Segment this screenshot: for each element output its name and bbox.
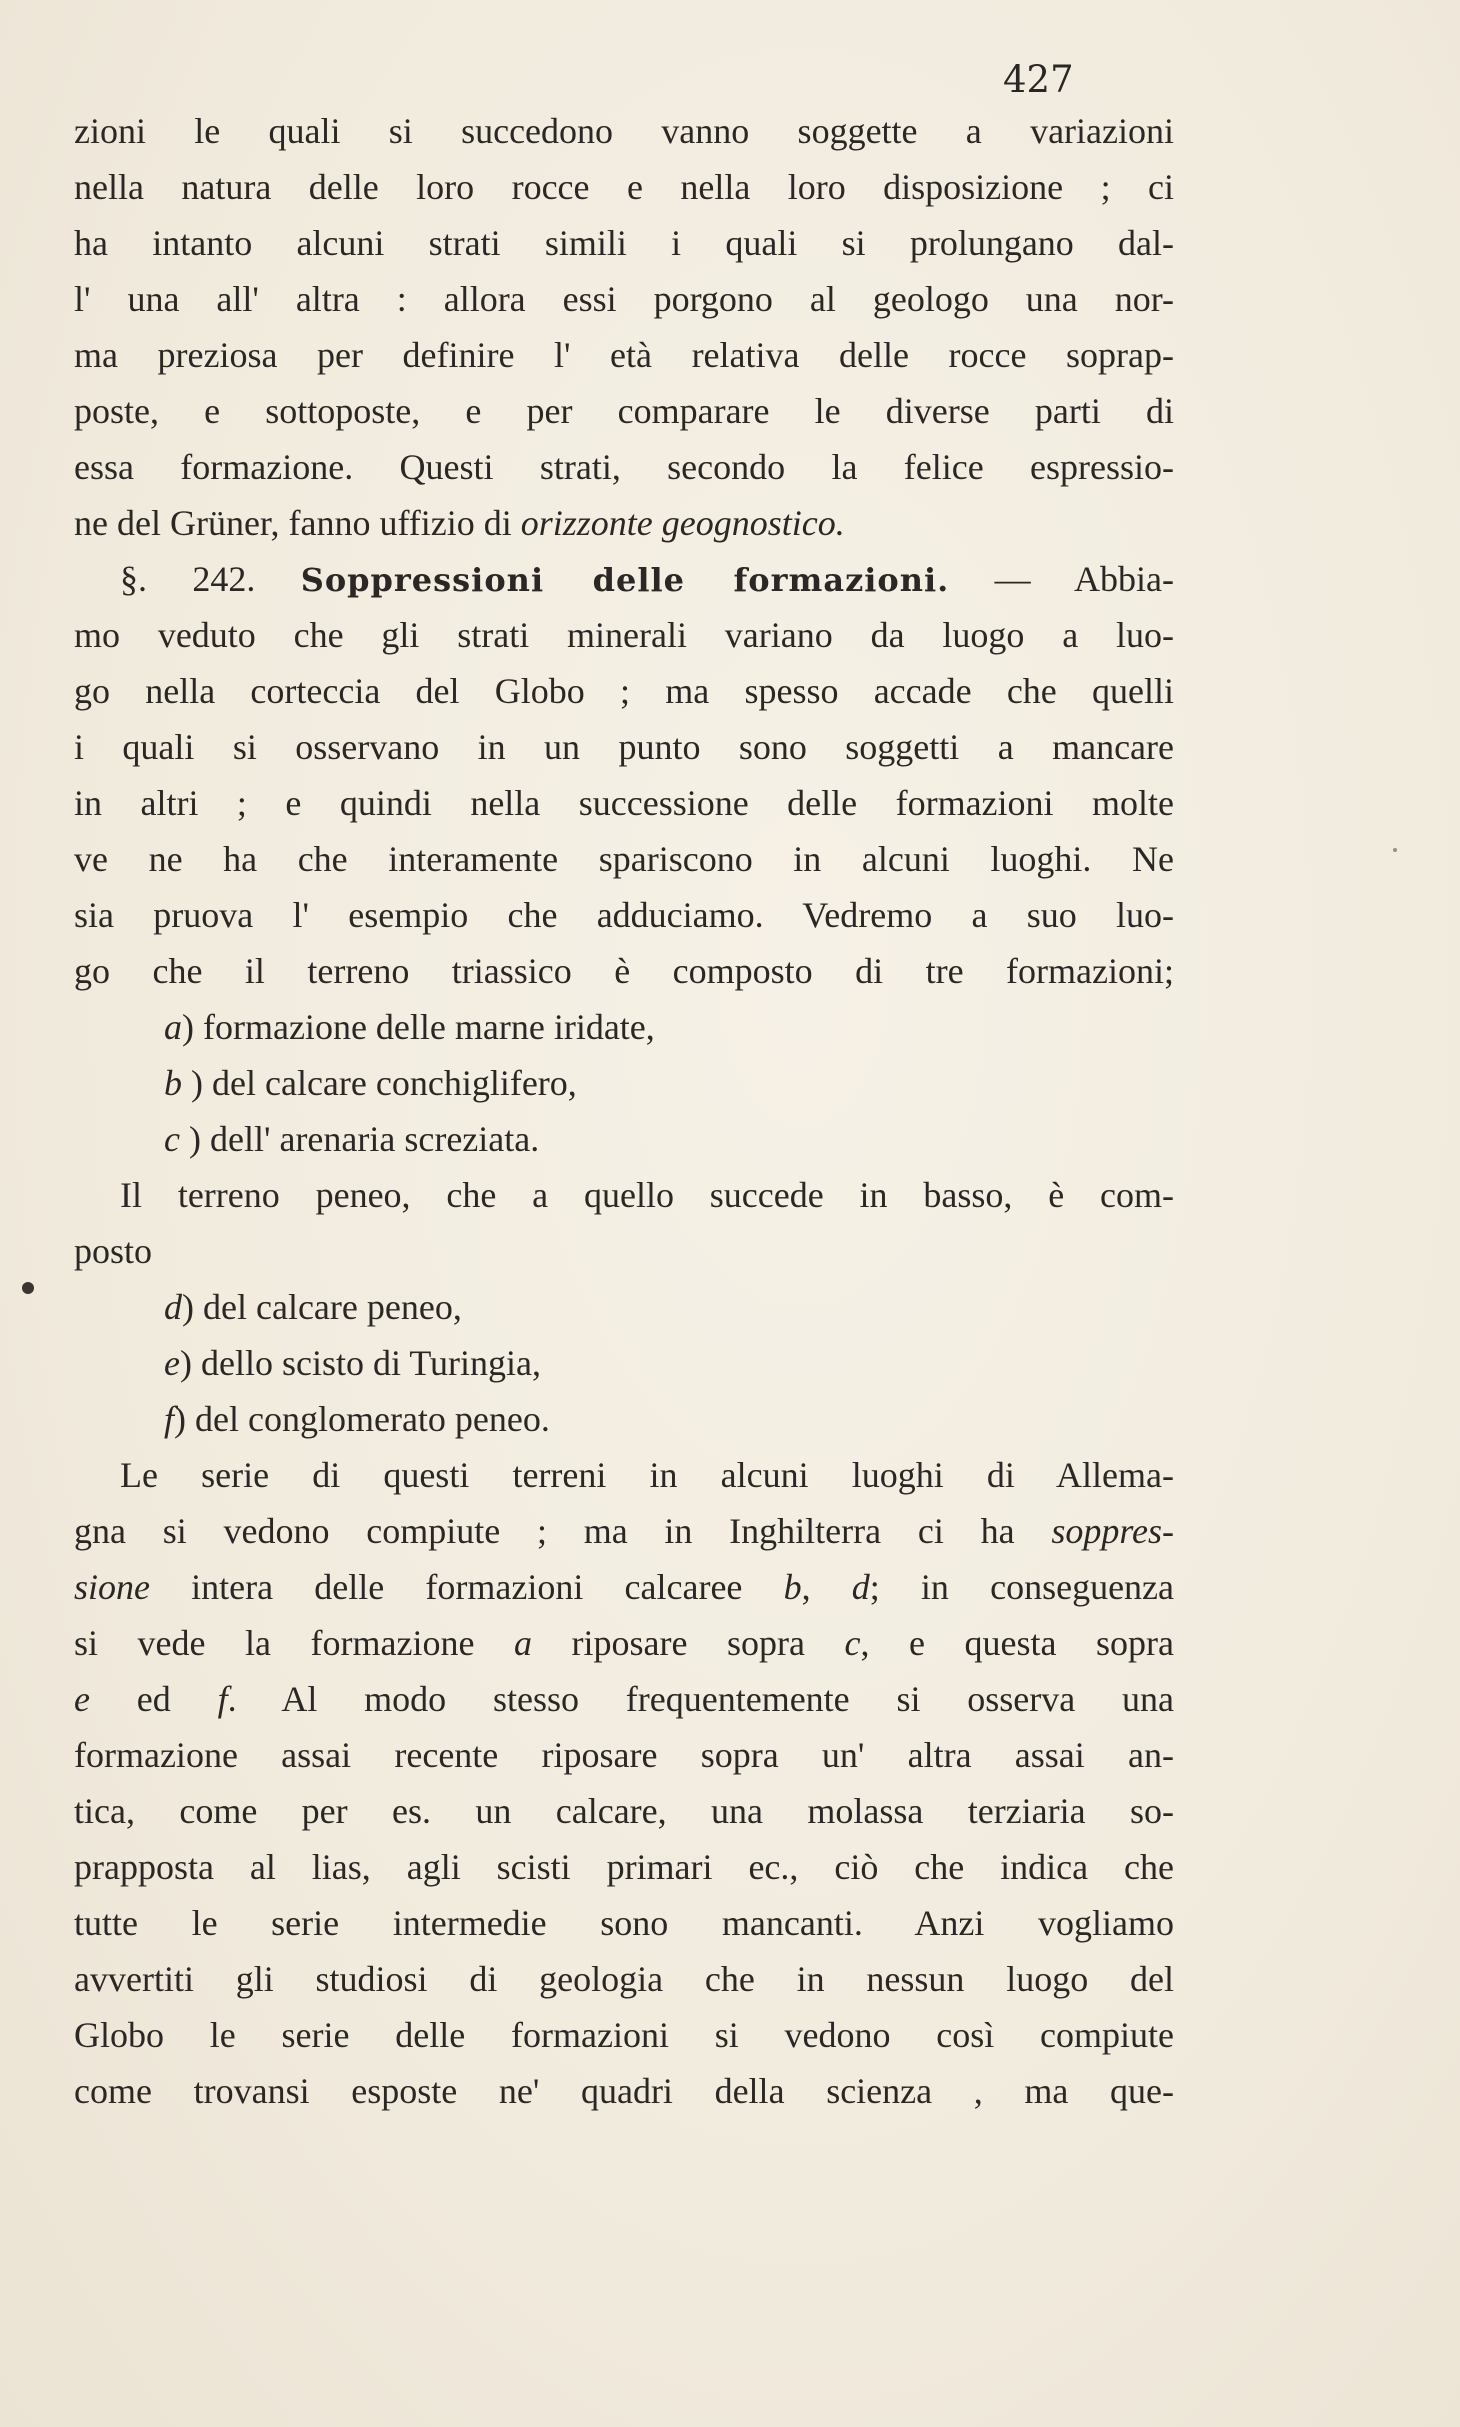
text-line: tutte le serie intermedie sono mancanti. Anzi vogliamo — [74, 1903, 1174, 1943]
text-line: zioni le quali si succedono vanno soggette a variazioni — [74, 111, 1174, 151]
text-line: ve ne ha che interamente spariscono in alcuni luoghi. Ne — [74, 839, 1174, 879]
text-span: . Al modo stesso frequentemente si osserva una — [227, 1679, 1174, 1719]
text-line — [74, 1671, 1174, 1727]
text-span: — Abbia- — [949, 559, 1174, 599]
text-span: , e questa sopra — [860, 1623, 1174, 1663]
section-heading: Soppressioni delle formazioni. — [300, 561, 950, 599]
list-text: formazione delle marne iridate, — [203, 1007, 655, 1047]
text-line: l' una all' altra : allora essi porgono al geologo una nor- — [74, 279, 1174, 319]
text-line: nella natura delle loro rocce e nella loro disposizione ; ci — [74, 167, 1174, 207]
text-span: gna si vedono compiute ; ma in Inghilterra ci ha — [74, 1511, 1052, 1551]
list-text: dell' arenaria screziata. — [209, 1119, 540, 1159]
text-line — [74, 1615, 1174, 1671]
text-line: avvertiti gli studiosi di geologia che in nessun luogo del — [74, 1959, 1174, 1999]
text-line: poste, e sottoposte, e per comparare le diverse parti di — [74, 391, 1174, 431]
text-span: , — [801, 1567, 852, 1607]
text-line: go nella corteccia del Globo ; ma spesso accade che quelli — [74, 671, 1174, 711]
ink-speck — [1393, 848, 1397, 852]
list-label: e — [164, 1343, 180, 1383]
text-line: ma preziosa per definire l' età relativa delle rocce soprap- — [74, 335, 1174, 375]
text-line: sia pruova l' esempio che adduciamo. Vedremo a suo luo- — [74, 895, 1174, 935]
text-line — [74, 495, 1174, 551]
text-line: Globo le serie delle formazioni si vedono così compiute — [74, 2015, 1174, 2055]
italic-letter: c — [844, 1623, 861, 1663]
list-item: c ) dell' arenaria screziata. — [164, 1119, 540, 1159]
italic-letter: f — [217, 1679, 228, 1719]
text-line: tica, come per es. un calcare, una molassa terziaria so- — [74, 1791, 1174, 1831]
italic-letter: a — [513, 1623, 532, 1663]
italic-letter: b — [783, 1567, 802, 1607]
italic-letter: e — [74, 1679, 90, 1719]
text-span: ; in conseguenza — [869, 1567, 1174, 1607]
italic-term: soppres- — [1051, 1511, 1174, 1551]
list-label: d — [164, 1287, 182, 1327]
text-line: Le serie di questi terreni in alcuni luoghi di Allema- — [120, 1455, 1174, 1495]
italic-term: orizzonte geognostico. — [520, 503, 845, 543]
list-item: d) del calcare peneo, — [164, 1287, 462, 1327]
text-line: essa formazione. Questi strati, secondo la felice espressio- — [74, 447, 1174, 487]
text-line: in altri ; e quindi nella successione delle formazioni molte — [74, 783, 1174, 823]
list-label: b — [164, 1063, 182, 1103]
text-line: Il terreno peneo, che a quello succede in basso, è com- — [120, 1175, 1174, 1215]
text-line: posto — [74, 1231, 153, 1271]
text-line: go che il terreno triassico è composto di tre formazioni; — [74, 951, 1174, 991]
text-span: ne del Grüner, fanno uffizio di — [74, 503, 521, 543]
list-text: dello scisto di Turingia, — [200, 1343, 542, 1383]
text-span: si vede la formazione — [74, 1623, 514, 1663]
list-label: f — [164, 1399, 175, 1439]
text-line: mo veduto che gli strati minerali variano da luogo a luo- — [74, 615, 1174, 655]
text-line: i quali si osservano in un punto sono soggetti a mancare — [74, 727, 1174, 767]
text-span: ed — [89, 1679, 218, 1719]
list-item: e) dello scisto di Turingia, — [164, 1343, 542, 1383]
text-line: come trovansi esposte ne' quadri della scienza , ma que- — [74, 2071, 1174, 2111]
section-number: §. 242. — [120, 559, 256, 599]
text-line — [74, 1559, 1174, 1615]
section-heading-line — [74, 551, 1174, 607]
list-label: a — [164, 1007, 182, 1047]
text-span: intera delle formazioni calcaree — [150, 1567, 784, 1607]
body-text — [74, 103, 1174, 2119]
list-text: del calcare peneo, — [203, 1287, 462, 1327]
text-line: prapposta al lias, agli scisti primari ec., ciò che indica che — [74, 1847, 1174, 1887]
ink-speck — [22, 1282, 34, 1294]
text-span: riposare sopra — [531, 1623, 845, 1663]
list-text: del conglomerato peneo. — [195, 1399, 550, 1439]
text-line — [74, 1503, 1174, 1559]
list-label: c — [164, 1119, 180, 1159]
list-item: a) formazione delle marne iridate, — [164, 1007, 655, 1047]
text-line: ha intanto alcuni strati simili i quali si prolungano dal- — [74, 223, 1174, 263]
list-item: f) del conglomerato peneo. — [164, 1399, 550, 1439]
italic-letter: d — [851, 1567, 870, 1607]
list-text: del calcare conchiglifero, — [212, 1063, 577, 1103]
text-line: formazione assai recente riposare sopra un' altra assai an- — [74, 1735, 1174, 1775]
list-item: b ) del calcare conchiglifero, — [164, 1063, 577, 1103]
page-number: 427 — [1003, 58, 1074, 101]
italic-term: sione — [74, 1567, 150, 1607]
